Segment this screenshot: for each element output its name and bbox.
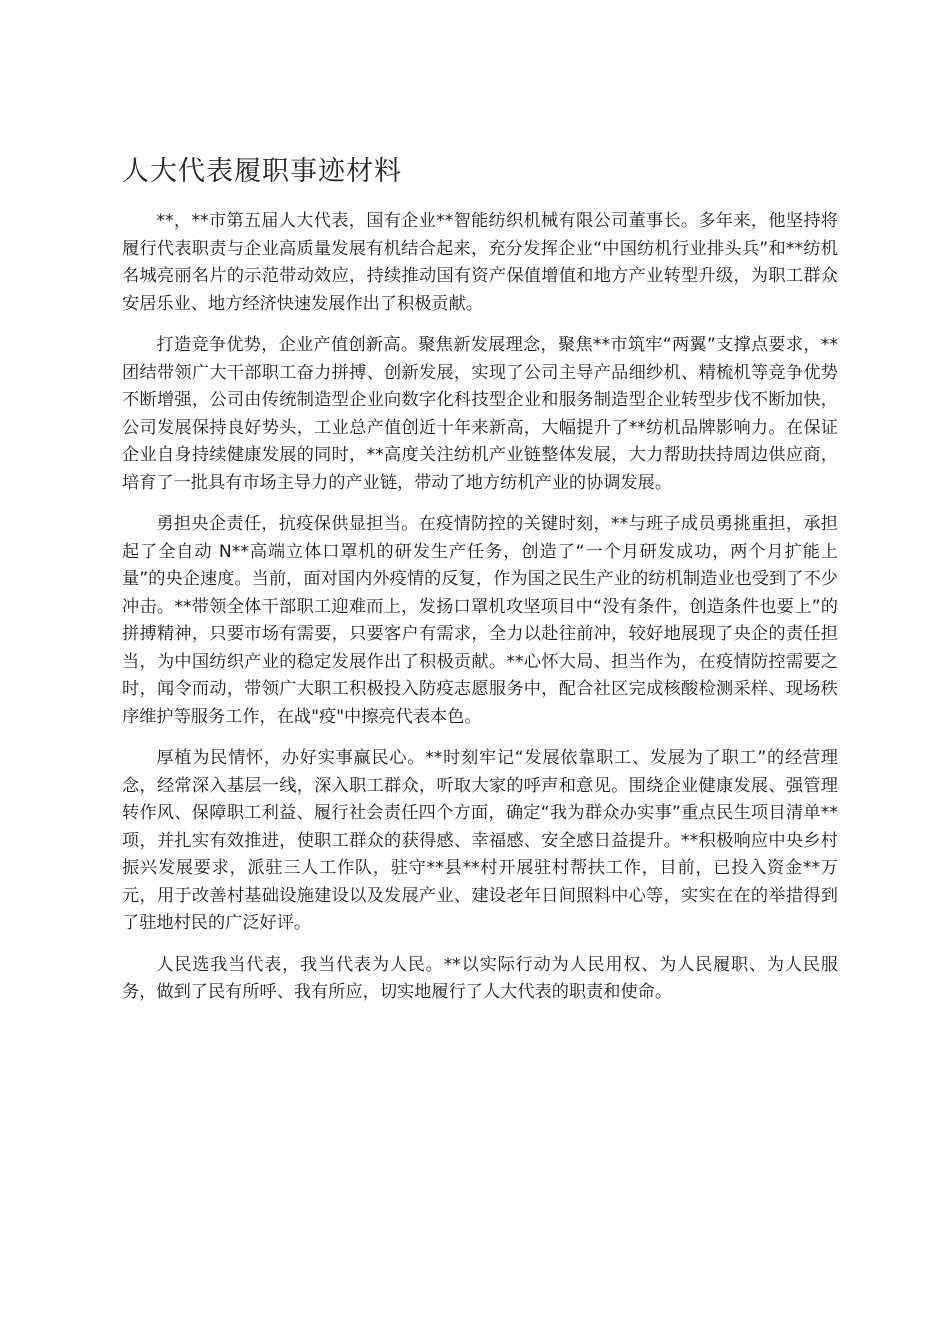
paragraph-public-service: 厚植为民情怀，办好实事赢民心。**时刻牢记“发展依靠职工、发展为了职工”的经营理念，经常深入基层一线，深入职工群众，听取大家的呼声和意见。围绕企业健康发展、强管理转作风、保障职工利益、履行社会责任四个方面，确定“我为群众办实事”重点民生项目清单**项，并扎实有效推进，使职工群众的获得感、幸福感、安全感日益提升。**积极响应中央乡村振兴发展要求，派驻三人工作队，驻守**县**村开展驻村帮扶工作，目前，已投入资金**万元，用于改善村基础设施建设以及发展产业、建设老年日间照料中心等，实实在在的举措得到了驻地村民的广泛好评。 <box>122 748 838 933</box>
paragraph-conclusion: 人民选我当代表，我当代表为人民。**以实际行动为人民用权、为人民履职、为人民服务，做到了民有所呼、我有所应，切实地履行了人大代表的职责和使命。 <box>122 954 838 1002</box>
paragraph-epidemic-responsibility: 勇担央企责任，抗疫保供显担当。在疫情防控的关键时刻，**与班子成员勇挑重担，承担起了全自动 N**高端立体口罩机的研发生产任务，创造了“一个月研发成功，两个月扩能上量”的央企速度。当前，面对国内外疫情的反复，作为国之民生产业的纺机制造业也受到了不少冲击。**带领全体干部职工迎难而上，发扬口罩机攻坚项目中“没有条件，创造条件也要上”的拼搏精神，只要市场有需要，只要客户有需求，全力以赴往前冲，较好地展现了央企的责任担当，为中国纺织产业的稳定发展作出了积极贡献。**心怀大局、担当作为，在疫情防控需要之时，闻令而动，带领广大职工积极投入防疫志愿服务中，配合社区完成核酸检测采样、现场秩序维护等服务工作，在战"疫"中擦亮代表本色。 <box>122 514 838 727</box>
document-title: 人大代表履职事迹材料 <box>122 156 402 187</box>
paragraph-intro: **，**市第五届人大代表，国有企业**智能纺织机械有限公司董事长。多年来，他坚持将履行代表职责与企业高质量发展有机结合起来，充分发挥企业“中国纺机行业排头兵”和**纺机名城亮丽名片的示范带动效应，持续推动国有资产保值增值和地方产业转型升级，为职工群众安居乐业、地方经济快速发展作出了积极贡献。 <box>122 211 838 314</box>
paragraph-competitive-advantage: 打造竞争优势，企业产值创新高。聚焦新发展理念，聚焦**市筑牢“两翼”支撑点要求，**团结带领广大干部职工奋力拼搏、创新发展，实现了公司主导产品细纱机、精梳机等竞争优势不断增强，公司由传统制造型企业向数字化科技型企业和服务制造型企业转型步伐不断加快，公司发展保持良好势头，工业总产值创近十年来新高，大幅提升了**纺机品牌影响力。在保证企业自身持续健康发展的同时，**高度关注纺机产业链整体发展，大力帮助扶持周边供应商，培育了一批具有市场主导力的产业链，带动了地方纺机产业的协调发展。 <box>122 335 838 493</box>
document-body <box>122 208 838 1021</box>
